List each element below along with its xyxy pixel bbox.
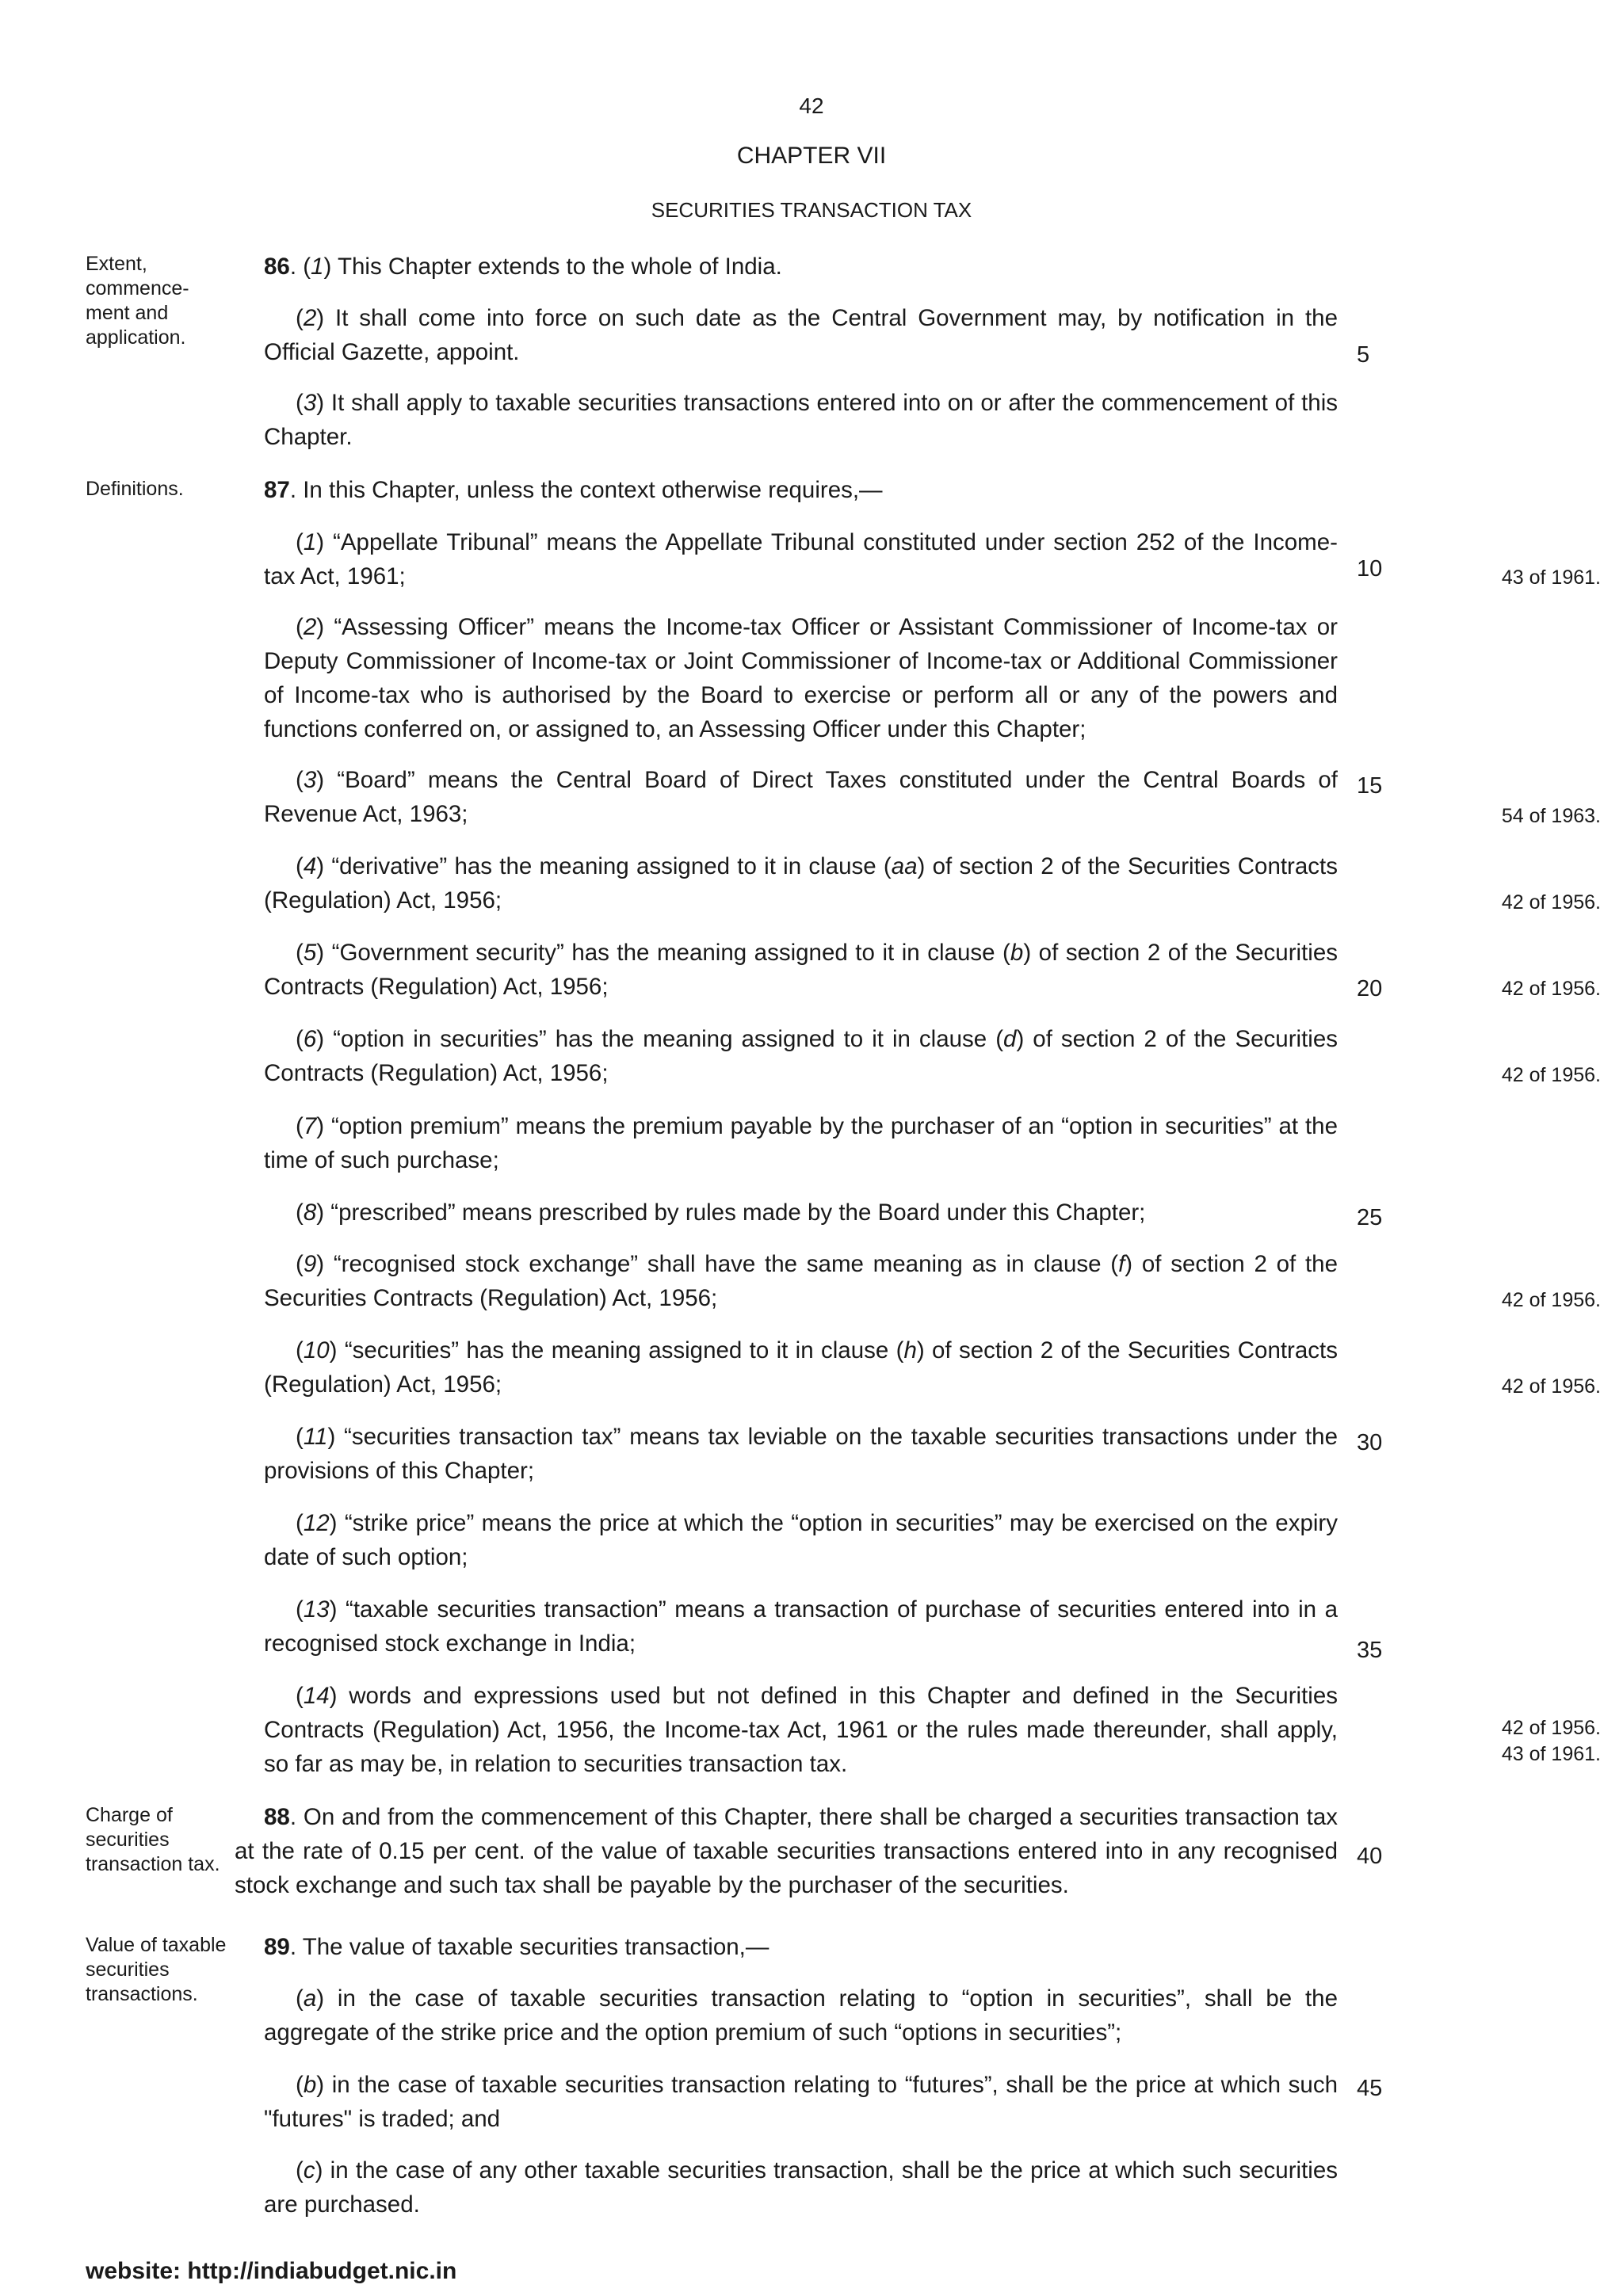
para-text: “option in securities” has the meaning assigned to it in clause ( [333,1026,1004,1052]
margin-note-value: Value of taxable securities transactions. [86,1934,227,2005]
definition-2: (2) “Assessing Officer” means the Income-tax Officer or Assistant Commissioner of Income-tax or Deputy Commissioner of Income-tax or Joint Commissioner of Income-tax or Additional Commissioner of Income-tax who is authorised by the Board to exercise or perform all or any of the powers and functions conferred on, or assigned to, an Assessing Officer under this Chapter; [264,614,1338,742]
section-89-clause-b: (b) in the case of taxable securities transaction relating to “futures”, shall be the price at which such "futures" is traded; and [264,2072,1338,2132]
clause-number: c [303,2157,315,2183]
clause-ref: f [1118,1251,1125,1277]
clause-number: b [303,2072,317,2098]
definition-1: (1) “Appellate Tribunal” means the Appellate Tribunal constituted under section 252 of the Income-tax Act, 1961; [264,529,1338,589]
clause-ref: d [1003,1026,1017,1052]
clause-number: 8 [303,1199,317,1226]
act-reference: 42 of 1956. [1501,1289,1601,1311]
para-text: The value of taxable securities transaction,— [302,1934,769,1960]
para-text: “recognised stock exchange” shall have the same meaning as in clause ( [333,1251,1119,1277]
clause-ref: b [1010,940,1024,966]
para-text: in the case of taxable securities transaction relating to “futures”, shall be the price at which such "futures" is traded; and [264,2072,1338,2132]
clause-number: 9 [303,1251,317,1277]
para-text: “securities transaction tax” means tax leviable on the taxable securities transactions under the provisions of this Chapter; [264,1424,1338,1484]
page-number: 42 [799,93,824,118]
clause-number: a [303,1985,317,2012]
clause-number: 5 [303,940,317,966]
clause-number: 12 [303,1510,330,1536]
definition-10: (10) “securities” has the meaning assigned to it in clause (h) of section 2 of the Securities Contracts (Regulation) Act, 1956; [264,1337,1338,1398]
definition-8: (8) “prescribed” means prescribed by rules made by the Board under this Chapter; [296,1199,1146,1226]
para-text: In this Chapter, unless the context otherwise requires,— [303,477,883,503]
act-reference: 42 of 1956. [1501,891,1601,913]
chapter-heading: CHAPTER VII [736,143,887,169]
section-number: 87 [264,477,290,503]
clause-ref: aa [891,853,918,879]
section-89-intro: 89. The value of taxable securities transaction,— [264,1934,769,1960]
definition-5: (5) “Government security” has the meaning assigned to it in clause (b) of section 2 of the Securities Contracts (Regulation) Act, 1956; [264,940,1338,1000]
act-reference: 42 of 1956. [1501,1375,1601,1398]
para-text: words and expressions used but not defined in this Chapter and defined in the Securities Contracts (Regulation) Act, 1956, the Income-tax Act, 1961 or the rules made thereunder, shall apply, so far as may be, in relation to securities transaction tax. [264,1683,1338,1777]
section-number: 88 [264,1804,290,1830]
para-text: On and from the commencement of this Chapter, there shall be charged a securities transaction tax at the rate of 0.15 per cent. of the value of taxable securities transactions entered into in any recognised stock exchange and such tax shall be payable by the purchaser of the securities. [235,1804,1338,1898]
act-reference: 43 of 1961. [1501,566,1601,589]
clause-number: 3 [303,767,317,793]
clause-number: 1 [311,254,324,280]
clause-number: 1 [303,529,317,555]
line-number: 10 [1357,556,1383,582]
para-text: It shall come into force on such date as the Central Government may, by notification in the Official Gazette, appoint. [264,305,1338,365]
section-number: 86 [264,254,290,280]
section-86-para-2: (2) It shall come into force on such date as the Central Government may, by notification in the Official Gazette, appoint. [264,305,1338,365]
section-89-clause-c: (c) in the case of any other taxable securities transaction, shall be the price at which such securities are purchased. [264,2157,1338,2218]
para-text: It shall apply to taxable securities transactions entered into on or after the commencement of this Chapter. [264,390,1338,450]
clause-number: 7 [303,1113,317,1139]
para-text: “taxable securities transaction” means a transaction of purchase of securities entered into in a recognised stock exchange in India; [264,1596,1338,1657]
act-reference: 42 of 1956. [1501,1064,1601,1086]
para-text: “Board” means the Central Board of Direct Taxes constituted under the Central Boards of Revenue Act, 1963; [264,767,1338,827]
chapter-title: SECURITIES TRANSACTION TAX [651,198,972,222]
margin-note-extent: Extent, commence- ment and application. [86,253,189,349]
definition-7: (7) “option premium” means the premium payable by the purchaser of an “option in securities” at the time of such purchase; [264,1113,1338,1173]
clause-number: 13 [303,1596,330,1623]
para-text: This Chapter extends to the whole of India. [337,254,782,280]
para-text: “Government security” has the meaning assigned to it in clause ( [331,940,1010,966]
definition-14: (14) words and expressions used but not defined in this Chapter and defined in the Securities Contracts (Regulation) Act, 1956, the Income-tax Act, 1961 or the rules made thereunder, shall apply, so far as may be, in relation to securities transaction tax. [264,1683,1338,1777]
act-reference: 42 of 1956. [1501,1717,1601,1739]
definition-11: (11) “securities transaction tax” means tax leviable on the taxable securities transactions under the provisions of this Chapter; [264,1424,1338,1484]
section-89-clause-a: (a) in the case of taxable securities transaction relating to “option in securities”, shall be the aggregate of the strike price and the option premium of such “options in securities”; [264,1985,1338,2046]
line-number: 5 [1357,342,1370,368]
section-number: 89 [264,1934,290,1960]
line-number: 45 [1357,2076,1383,2101]
definition-6: (6) “option in securities” has the meaning assigned to it in clause (d) of section 2 of the Securities Contracts (Regulation) Act, 1956; [264,1026,1338,1086]
act-reference: 43 of 1961. [1501,1743,1601,1765]
clause-number: 14 [303,1683,330,1709]
para-text: “securities” has the meaning assigned to it in clause ( [344,1337,904,1363]
margin-note-charge: Charge of securities transaction tax. [86,1804,220,1875]
line-number: 15 [1357,773,1383,799]
para-text: “Assessing Officer” means the Income-tax Officer or Assistant Commissioner of Income-tax or Deputy Commissioner of Income-tax or Joint Commissioner of Income-tax or Additional Commissioner of Income-tax who is authorised by the Board to exercise or perform all or any of the powers and functions conferred on, or assigned to, an Assessing Officer under this Chapter; [264,614,1338,742]
clause-number: 3 [303,390,317,416]
para-text: ) of section 2 of the Securities Contracts (Regulation) Act, 1956; [264,940,1338,1000]
definition-3: (3) “Board” means the Central Board of Direct Taxes constituted under the Central Boards of Revenue Act, 1963; [264,767,1338,827]
section-88: 88. On and from the commencement of this Chapter, there shall be charged a securities transaction tax at the rate of 0.15 per cent. of the value of taxable securities transactions entered into in any recognised stock exchange and such tax shall be payable by the purchaser of the securities. [235,1804,1338,1898]
para-text: in the case of any other taxable securities transaction, shall be the price at which such securities are purchased. [264,2157,1338,2218]
act-reference: 54 of 1963. [1501,805,1601,827]
para-text: “Appellate Tribunal” means the Appellate Tribunal constituted under section 252 of the Income-tax Act, 1961; [264,529,1338,589]
clause-number: 4 [303,853,317,879]
definition-4: (4) “derivative” has the meaning assigned to it in clause (aa) of section 2 of the Securities Contracts (Regulation) Act, 1956; [264,853,1338,913]
line-number: 25 [1357,1205,1383,1230]
line-number: 20 [1357,976,1383,1001]
definition-12: (12) “strike price” means the price at which the “option in securities” may be exercised on the expiry date of such option; [264,1510,1338,1570]
clause-number: 6 [303,1026,317,1052]
line-number: 30 [1357,1430,1383,1455]
margin-note-definitions: Definitions. [86,478,184,500]
para-text: in the case of taxable securities transaction relating to “option in securities”, shall be the aggregate of the strike price and the option premium of such “options in securities”; [264,1985,1338,2046]
clause-number: 11 [303,1424,328,1450]
clause-number: 10 [303,1337,330,1363]
line-number: 35 [1357,1638,1383,1663]
para-text: “strike price” means the price at which the “option in securities” may be exercised on the expiry date of such option; [264,1510,1338,1570]
section-86-para-3: (3) It shall apply to taxable securities transactions entered into on or after the commencement of this Chapter. [264,390,1338,450]
para-text: “derivative” has the meaning assigned to it in clause ( [331,853,892,879]
section-87-intro: 87. In this Chapter, unless the context otherwise requires,— [264,477,883,503]
para-text: ) of section 2 of the Securities Contracts (Regulation) Act, 1956; [264,853,1338,913]
para-text: “prescribed” means prescribed by rules made by the Board under this Chapter; [330,1199,1146,1226]
clause-ref: h [903,1337,917,1363]
definition-13: (13) “taxable securities transaction” means a transaction of purchase of securities entered into in a recognised stock exchange in India; [264,1596,1338,1657]
para-text: “option premium” means the premium payable by the purchaser of an “option in securities” at the time of such purchase; [264,1113,1338,1173]
act-reference: 42 of 1956. [1501,978,1601,1000]
para-text: ) of section 2 of the Securities Contracts (Regulation) Act, 1956; [264,1026,1338,1086]
section-86-para-1: 86. (1) This Chapter extends to the whole of India. [264,254,782,280]
definition-9: (9) “recognised stock exchange” shall have the same meaning as in clause (f) of section 2 of the Securities Contracts (Regulation) Act, 1956; [264,1251,1338,1311]
para-text: ) of section 2 of the Securities Contracts (Regulation) Act, 1956; [264,1337,1338,1398]
footer-website: website: http://indiabudget.nic.in [86,2258,457,2284]
line-number: 40 [1357,1844,1383,1869]
para-text: ) of section 2 of the Securities Contracts (Regulation) Act, 1956; [264,1251,1338,1311]
clause-number: 2 [303,305,317,331]
clause-number: 2 [303,614,317,640]
